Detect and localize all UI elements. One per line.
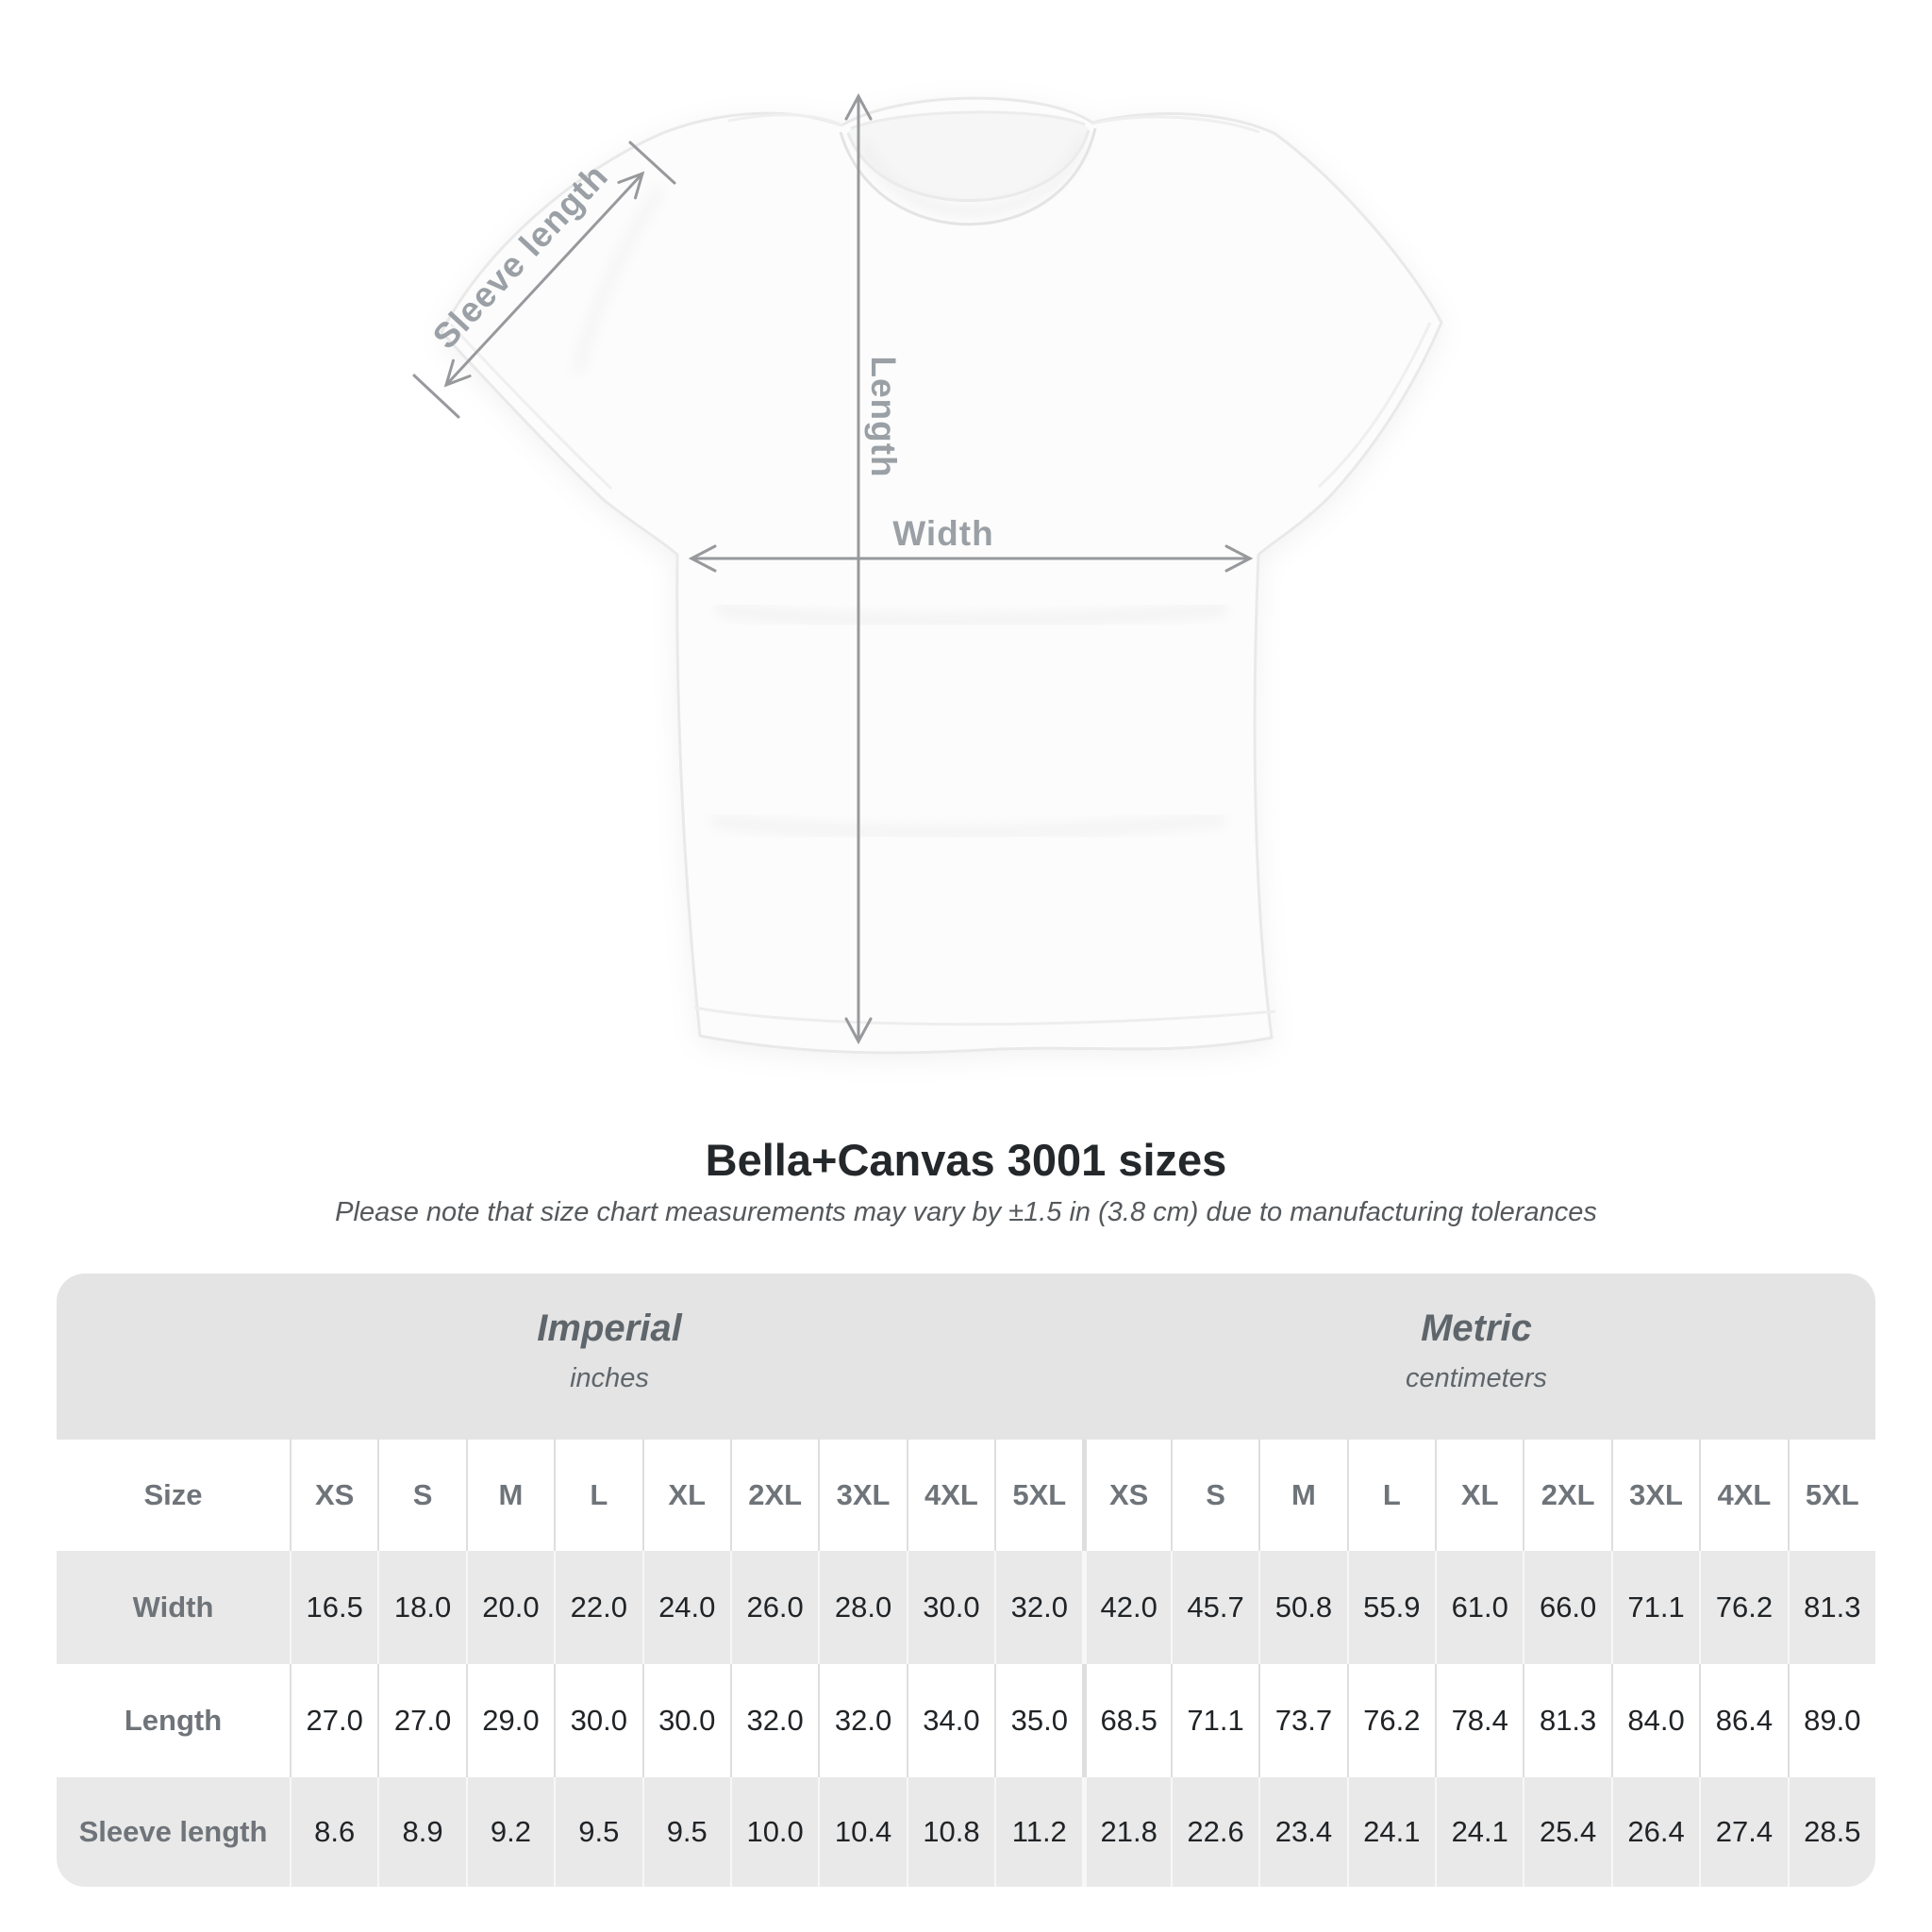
table-cell: 84.0: [1611, 1664, 1699, 1777]
table-cell: 81.3: [1788, 1551, 1875, 1664]
row-label-sleeve-length: Sleeve length: [78, 1815, 268, 1848]
size-header: XS: [1082, 1440, 1170, 1551]
table-cell: 26.4: [1611, 1777, 1699, 1887]
imperial-group-unit: inches: [570, 1363, 649, 1393]
table-cell: 32.0: [818, 1664, 906, 1777]
table-cell: 30.0: [907, 1551, 994, 1664]
table-cell: 29.0: [466, 1664, 554, 1777]
metric-group-header: [1077, 1274, 1875, 1440]
table-cell: 28.0: [818, 1551, 906, 1664]
size-header: 3XL: [1611, 1440, 1699, 1551]
table-cell: 30.0: [554, 1664, 641, 1777]
table-cell: 8.9: [377, 1777, 465, 1887]
table-cell: 78.4: [1435, 1664, 1523, 1777]
table-cell: 86.4: [1699, 1664, 1787, 1777]
sleeve-length-label: Sleeve length: [425, 156, 616, 357]
table-cell: 55.9: [1347, 1551, 1435, 1664]
table-cell: 61.0: [1435, 1551, 1523, 1664]
table-cell: 10.4: [818, 1777, 906, 1887]
table-cell: 8.6: [290, 1777, 377, 1887]
imperial-group-header: [57, 1274, 1077, 1440]
row-label-width: Width: [132, 1591, 214, 1624]
table-cell: 32.0: [994, 1551, 1082, 1664]
table-cell: 24.0: [642, 1551, 730, 1664]
table-cell: 27.4: [1699, 1777, 1787, 1887]
table-cell: 34.0: [907, 1664, 994, 1777]
page-title: Bella+Canvas 3001 sizes: [705, 1135, 1227, 1185]
table-cell: 27.0: [377, 1664, 465, 1777]
size-header: 4XL: [907, 1440, 994, 1551]
size-header: S: [1171, 1440, 1258, 1551]
table-row-sleeve-length: [57, 1777, 1875, 1887]
size-header: XL: [642, 1440, 730, 1551]
table-cell: 76.2: [1347, 1664, 1435, 1777]
size-header: 4XL: [1699, 1440, 1787, 1551]
table-cell: 81.3: [1523, 1664, 1610, 1777]
table-cell: 21.8: [1082, 1777, 1170, 1887]
size-header: 5XL: [1788, 1440, 1875, 1551]
table-cell: 10.0: [730, 1777, 818, 1887]
table-cell: 28.5: [1788, 1777, 1875, 1887]
table-cell: 27.0: [290, 1664, 377, 1777]
size-header: M: [466, 1440, 554, 1551]
table-cell: 89.0: [1788, 1664, 1875, 1777]
table-cell: 20.0: [466, 1551, 554, 1664]
table-cell: 24.1: [1347, 1777, 1435, 1887]
table-cell: 26.0: [730, 1551, 818, 1664]
table-cell: 45.7: [1171, 1551, 1258, 1664]
table-cell: 71.1: [1611, 1551, 1699, 1664]
table-cell: 66.0: [1523, 1551, 1610, 1664]
imperial-group-name: Imperial: [537, 1307, 682, 1349]
table-cell: 71.1: [1171, 1664, 1258, 1777]
size-header: L: [1347, 1440, 1435, 1551]
size-header: 2XL: [1523, 1440, 1610, 1551]
table-cell: 23.4: [1258, 1777, 1346, 1887]
tolerance-note: Please note that size chart measurements may vary by ±1.5 in (3.8 cm) due to manufacturing tolerances: [335, 1197, 1597, 1227]
table-cell: 16.5: [290, 1551, 377, 1664]
table-cell: 24.1: [1435, 1777, 1523, 1887]
metric-group-name: Metric: [1421, 1307, 1532, 1349]
table-cell: 9.5: [642, 1777, 730, 1887]
table-cell: 9.2: [466, 1777, 554, 1887]
table-cell: 76.2: [1699, 1551, 1787, 1664]
length-label: Length: [864, 356, 903, 478]
table-cell: 18.0: [377, 1551, 465, 1664]
table-cell: 10.8: [907, 1777, 994, 1887]
table-cell: 30.0: [642, 1664, 730, 1777]
table-cell: 50.8: [1258, 1551, 1346, 1664]
table-header-band: [57, 1274, 1875, 1440]
size-header: 2XL: [730, 1440, 818, 1551]
tshirt-body: [441, 98, 1441, 1053]
table-cell: 11.2: [994, 1777, 1082, 1887]
table-cell: 9.5: [554, 1777, 641, 1887]
metric-group-unit: centimeters: [1406, 1363, 1547, 1393]
size-header: S: [377, 1440, 465, 1551]
table-cell: 68.5: [1082, 1664, 1170, 1777]
size-header: 5XL: [994, 1440, 1082, 1551]
size-column-header: Size: [143, 1478, 203, 1511]
table-cell: 22.0: [554, 1551, 641, 1664]
size-header: XL: [1435, 1440, 1523, 1551]
size-header: M: [1258, 1440, 1346, 1551]
table-cell: 22.6: [1171, 1777, 1258, 1887]
size-table: [57, 1274, 1875, 1887]
table-cell: 42.0: [1082, 1551, 1170, 1664]
table-row-sizes: [57, 1440, 1875, 1551]
size-header: 3XL: [818, 1440, 906, 1551]
size-header: XS: [290, 1440, 377, 1551]
table-cell: 32.0: [730, 1664, 818, 1777]
table-cell: 35.0: [994, 1664, 1082, 1777]
table-cell: 73.7: [1258, 1664, 1346, 1777]
table-row-length: [57, 1664, 1875, 1777]
size-header: L: [554, 1440, 641, 1551]
table-cell: 25.4: [1523, 1777, 1610, 1887]
table-row-width: [57, 1551, 1875, 1664]
width-label: Width: [892, 514, 994, 553]
row-label-length: Length: [124, 1704, 223, 1737]
